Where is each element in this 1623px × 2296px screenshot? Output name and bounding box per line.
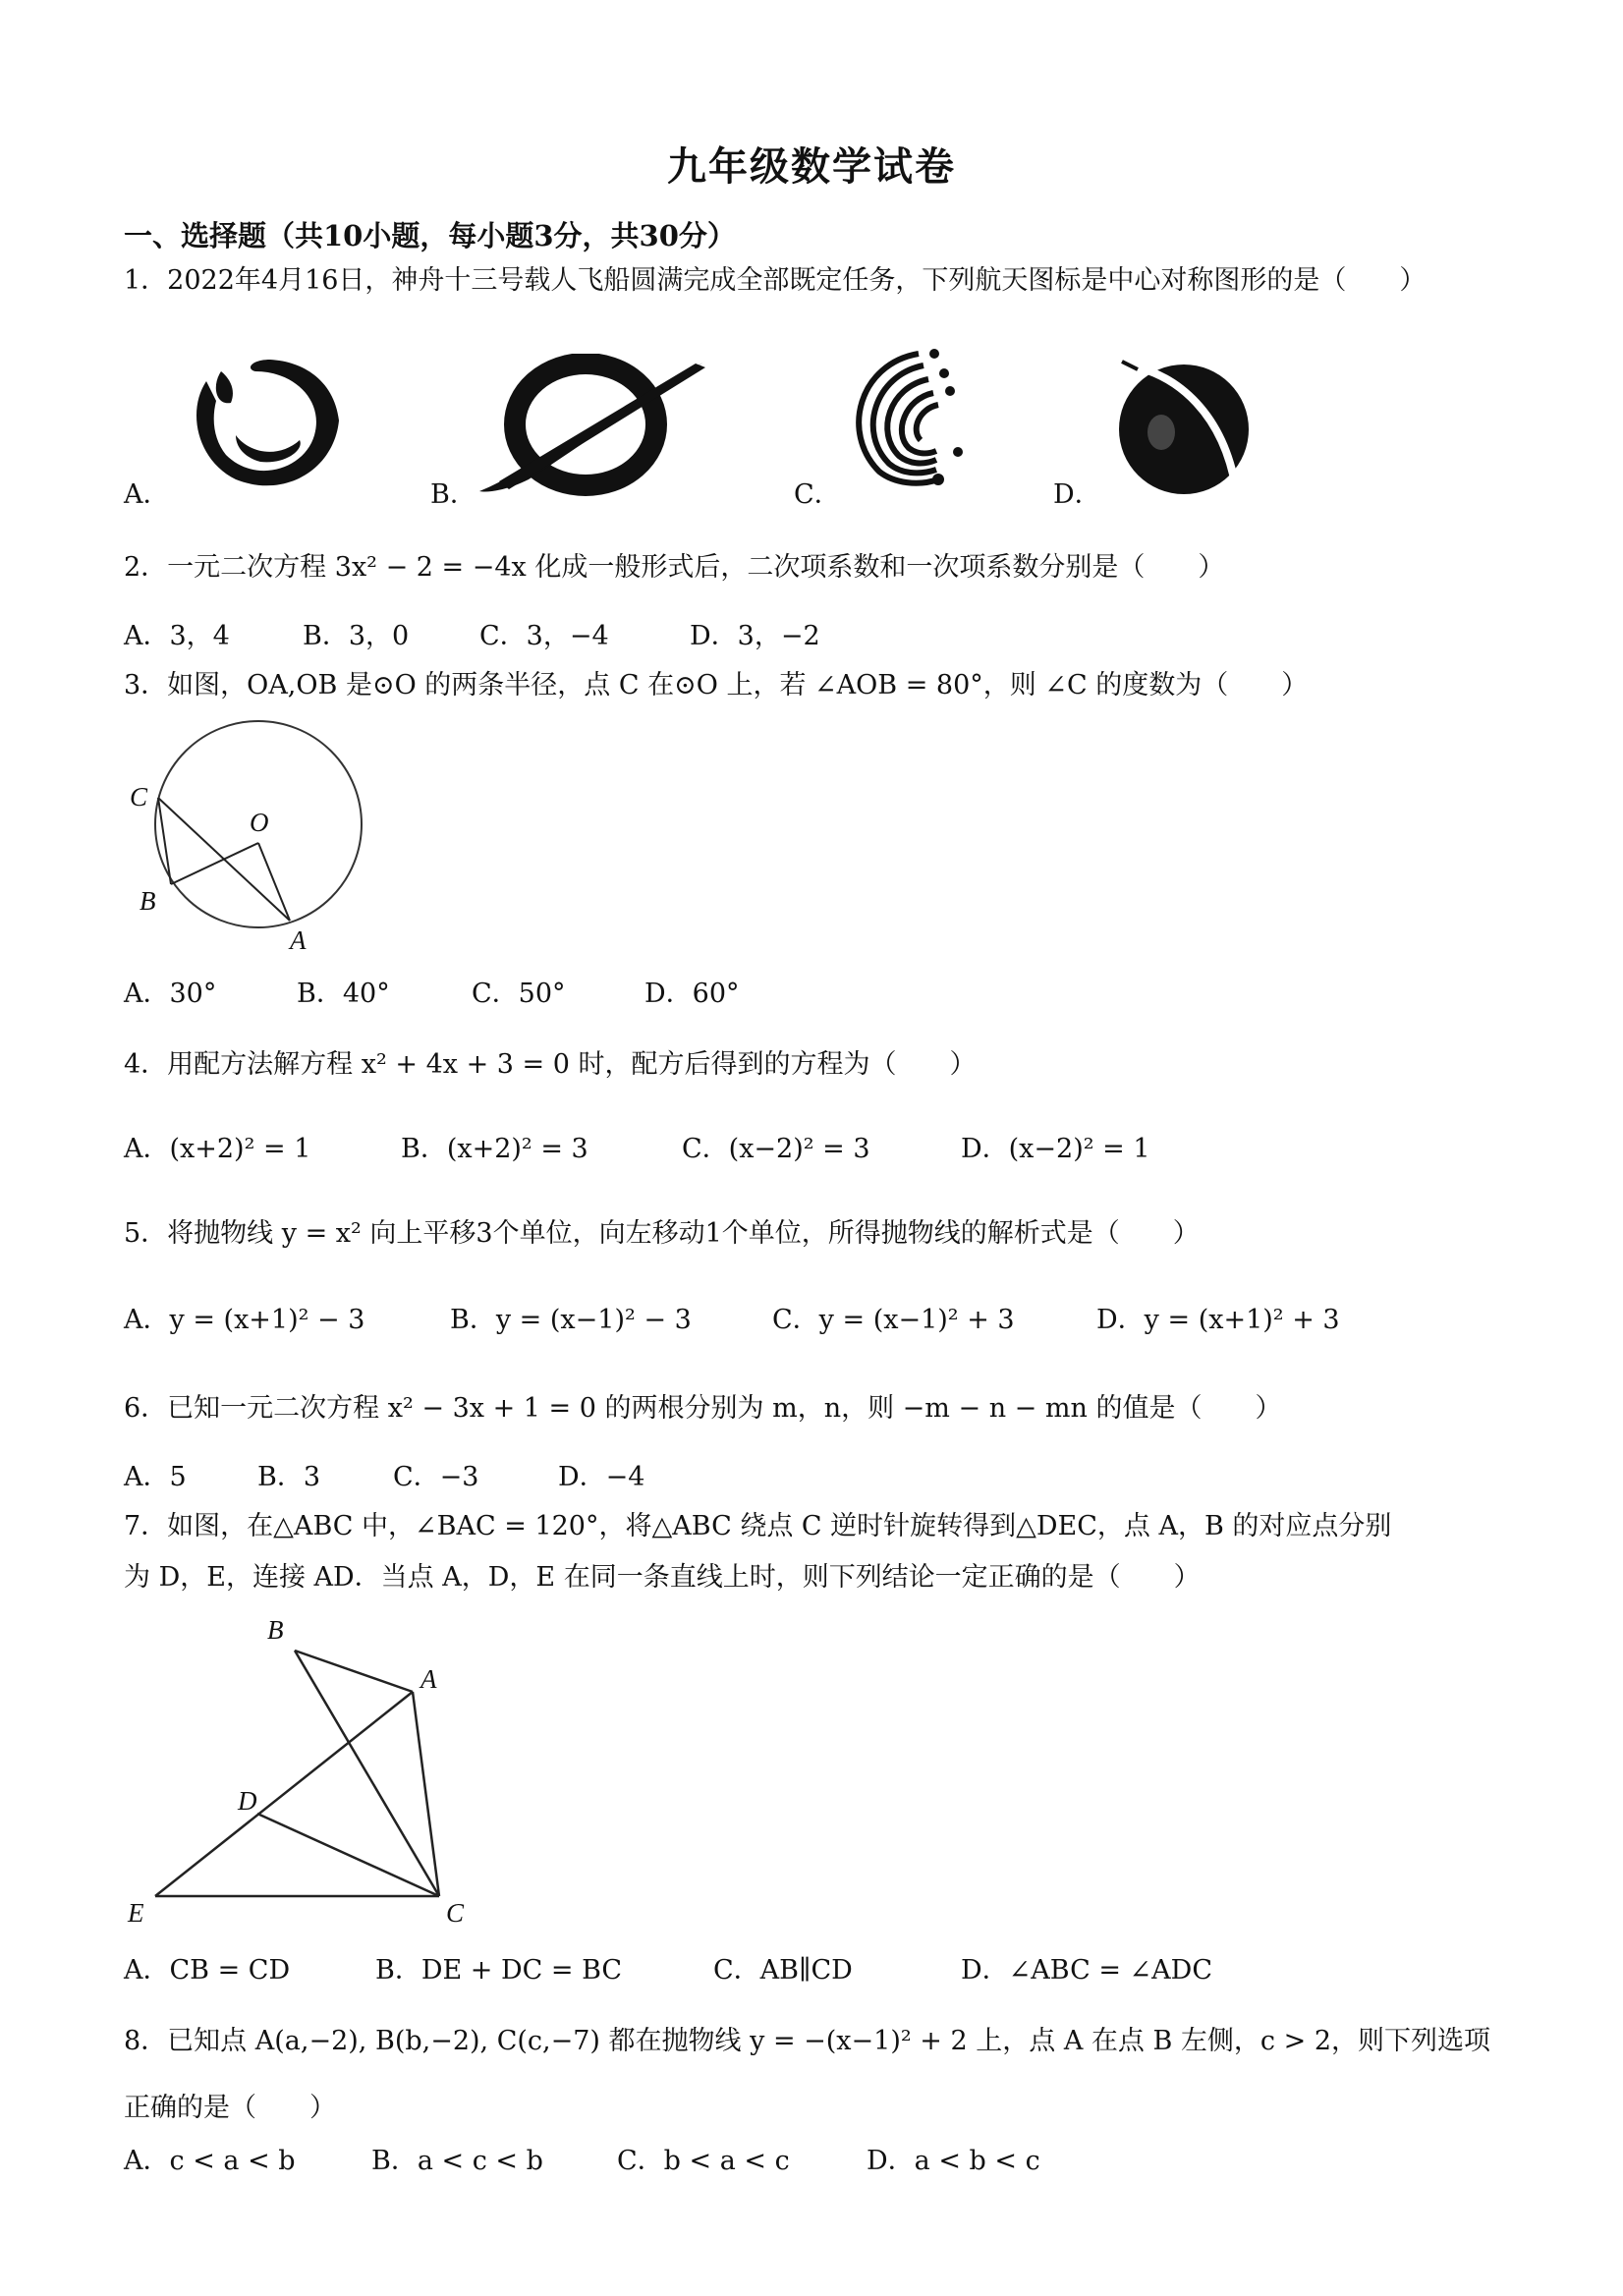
option-b[interactable]: B．(x+2)² = 3: [401, 1134, 588, 1164]
option-d[interactable]: D．y = (x+1)² + 3: [1096, 1305, 1340, 1335]
option-c[interactable]: C．: [794, 479, 841, 510]
question-3-text: 3．如图，OA,OB 是⊙O 的两条半径，点 C 在⊙O 上，若 ∠AOB = 80°，则 ∠C 的度数为（ ）: [124, 670, 1309, 700]
question-8-text-line-2: 正确的是（ ）: [124, 2093, 336, 2123]
label-point-b: B: [267, 1615, 284, 1645]
option-a[interactable]: A．CB = CD: [124, 1955, 291, 1986]
question-6-text: 6．已知一元二次方程 x² − 3x + 1 = 0 的两根分别为 m，n，则 −m − n − mn 的值是（ ）: [124, 1393, 1282, 1424]
label-point-d: D: [238, 1786, 257, 1816]
question-2-text: 2．一元二次方程 3x² − 2 = −4x 化成一般形式后，二次项系数和一次项系数分别是（ ）: [124, 552, 1225, 583]
question-7-text-line-1: 7．如图，在△ABC 中，∠BAC = 120°，将△ABC 绕点 C 逆时针旋转得到△DEC，点 A，B 的对应点分别: [124, 1511, 1392, 1541]
question-8-text-line-1: 8．已知点 A(a,−2), B(b,−2), C(c,−7) 都在抛物线 y = −(x−1)² + 2 上，点 A 在点 B 左侧，c > 2，则下列选项: [124, 2026, 1490, 2056]
option-c[interactable]: C．(x−2)² = 3: [682, 1134, 870, 1164]
question-1-options: [124, 476, 1303, 515]
option-b[interactable]: B．: [430, 479, 476, 510]
icon-option-d-planet-logo: [1110, 356, 1258, 495]
option-a[interactable]: A．: [124, 479, 170, 510]
page-title: 九年级数学试卷: [667, 143, 956, 190]
question-7-options: [124, 1951, 1401, 1990]
option-a[interactable]: A．y = (x+1)² − 3: [124, 1305, 365, 1335]
question-5-text: 5．将抛物线 y = x² 向上平移3个单位，向左移动1个单位，所得抛物线的解析式是（ ）: [124, 1218, 1200, 1249]
option-b[interactable]: B．y = (x−1)² − 3: [450, 1305, 692, 1335]
option-c[interactable]: C．50°: [472, 979, 566, 1009]
question-4-options: [124, 1130, 1303, 1169]
question-6-options: [124, 1458, 910, 1497]
option-b[interactable]: B．DE + DC = BC: [375, 1955, 623, 1986]
label-point-c: C: [446, 1898, 465, 1928]
label-point-b: B: [140, 886, 156, 916]
option-c[interactable]: C．3，−4: [479, 621, 609, 651]
option-b[interactable]: B．3，0: [303, 621, 410, 651]
option-d[interactable]: D．∠ABC = ∠ADC: [961, 1955, 1212, 1986]
question-7-text-line-2: 为 D，E，连接 AD．当点 A，D，E 在同一条直线上时，则下列结论一定正确的是（ ）: [124, 1562, 1201, 1593]
label-point-a: A: [420, 1664, 437, 1694]
option-a[interactable]: A．(x+2)² = 1: [124, 1134, 311, 1164]
option-d[interactable]: D．a < b < c: [867, 2146, 1040, 2176]
option-d[interactable]: D．3，−2: [690, 621, 820, 651]
option-a[interactable]: A．c < a < b: [124, 2146, 296, 2176]
label-point-c: C: [130, 782, 148, 812]
option-c[interactable]: C．y = (x−1)² + 3: [772, 1305, 1015, 1335]
question-5-options: [124, 1301, 1401, 1340]
option-c[interactable]: C．AB∥CD: [713, 1955, 853, 1986]
option-d[interactable]: D．(x−2)² = 1: [961, 1134, 1150, 1164]
option-c[interactable]: C．−3: [393, 1462, 479, 1492]
question-2-options: [124, 617, 1008, 656]
question-8-options: [124, 2142, 1204, 2181]
option-c[interactable]: C．b < a < c: [617, 2146, 790, 2176]
question-4-text: 4．用配方法解方程 x² + 4x + 3 = 0 时，配方后得到的方程为（ ）: [124, 1049, 977, 1080]
option-b[interactable]: B．40°: [297, 979, 390, 1009]
label-point-o: O: [250, 808, 269, 837]
label-point-a: A: [290, 925, 307, 955]
option-b[interactable]: B．a < c < b: [371, 2146, 543, 2176]
section-heading: 一、选择题（共10小题，每小题3分，共30分）: [124, 219, 736, 252]
option-a[interactable]: A．5: [124, 1462, 187, 1492]
question-3-options: [124, 975, 1008, 1014]
label-point-e: E: [128, 1898, 144, 1928]
icon-option-c-arcs-logo: [840, 344, 968, 491]
question-1-text: 1．2022年4月16日，神舟十三号载人飞船圆满完成全部既定任务，下列航天图标是中心对称图形的是（ ）: [124, 265, 1427, 296]
option-d[interactable]: D．−4: [558, 1462, 645, 1492]
option-a[interactable]: A．30°: [124, 979, 217, 1009]
option-b[interactable]: B．3: [257, 1462, 321, 1492]
option-d[interactable]: D．: [1053, 479, 1101, 510]
option-d[interactable]: D．60°: [644, 979, 740, 1009]
circle-diagram: [118, 717, 373, 953]
option-a[interactable]: A．3，4: [124, 621, 230, 651]
